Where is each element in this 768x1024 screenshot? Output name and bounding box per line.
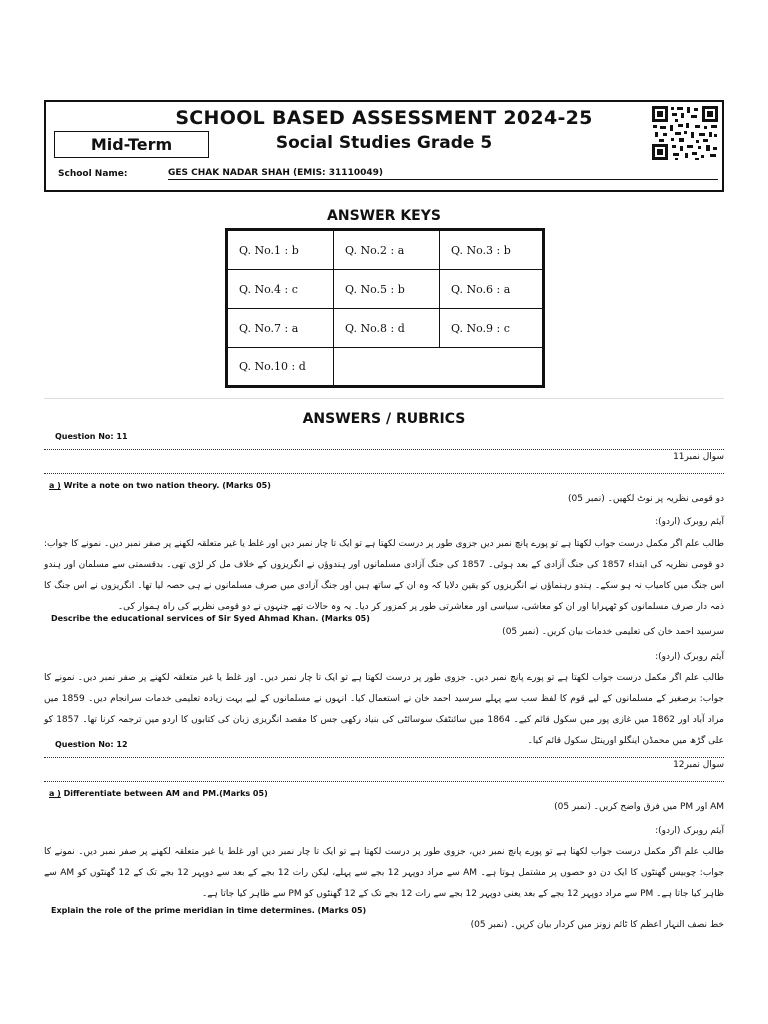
- question-11-urdu-heading: سوال نمبر11: [673, 452, 724, 462]
- school-name-value: GES CHAK NADAR SHAH (EMIS: 31110049): [168, 168, 718, 180]
- answer-key-cell: Q. No.1 : b: [227, 230, 334, 270]
- answer-keys-table: [225, 228, 545, 388]
- question-11-label: Question No: 11: [55, 432, 128, 441]
- question-12b-urdu: خط نصف النہار اعظم کا ٹائم زونز میں کردار بیان کریں۔ (نمبر 05): [470, 920, 724, 930]
- question-11a: [49, 481, 271, 490]
- answer-key-cell: Q. No.7 : a: [227, 308, 334, 348]
- question-12a-prefix: a ): [49, 789, 61, 798]
- question-12a-rubric: طالب علم اگر مکمل درست جواب لکھتا ہے تو پورے پانچ نمبر دیں، جزوی طور پر درست لکھتا ہے تو ایک تا چار نمبر دیں اور غلط یا غیر متعلقہ لکھنے پر صفر نمبر دیں۔ نمونے کا جواب: چوبیس گھنٹوں کا ایک دن دو حصوں پر مشتمل ہوتا ہے۔ AM سے مراد دوپہر 12 بجے سے پہلے، لیکن رات 12 بجے کے بعد سے دوپہر 12 بجے تک کے 12 گھنٹوں کو AM سے ظاہر کیا جاتا ہے۔ PM سے مراد دوپہر 12 بجے کے بعد یعنی دوپہر 12 بجے سے رات 12 بجے تک کے 12 گھنٹوں کو PM سے ظاہر کیا جاتا ہے۔: [44, 847, 725, 899]
- rubric-title: آیئم روبرک (اردو):: [655, 517, 724, 527]
- rubrics-heading: ANSWERS / RUBRICS: [302, 411, 466, 427]
- answer-key-cell: Q. No.5 : b: [333, 269, 440, 309]
- dotted-divider: [44, 757, 724, 758]
- question-11b-urdu: سرسید احمد خان کی تعلیمی خدمات بیان کریں۔ (نمبر 05): [502, 627, 724, 637]
- answer-key-cell: Q. No.8 : d: [333, 308, 440, 348]
- question-12a: [49, 789, 268, 798]
- question-11a-text: Write a note on two nation theory. (Marks 05): [63, 481, 271, 490]
- term-badge: Mid-Term: [54, 131, 209, 158]
- dotted-divider: [44, 473, 724, 474]
- subject-title: Social Studies Grade 5: [275, 133, 493, 153]
- dotted-divider: [44, 449, 724, 450]
- question-11a-rubric: طالب علم اگر مکمل درست جواب لکھتا ہے تو پورے پانچ نمبر دیں جزوی طور پر درست لکھتا ہے تو ایک تا چار نمبر دیں اور غلط یا غیر متعلقہ لکھنے پر صفر نمبر دیں۔ نمونے کا جواب: دو قومی نظریہ کی ابتداء 1857 کی جنگ آزادی کے بعد ہوئی۔ 1857 کی جنگ آزادی مسلمانوں اور ہندوؤں نے انگریزوں کے خلاف مل کر لڑی تھی۔ بدقسمتی سے مسلمان اور ہندو اس جنگ میں کامیاب نہ ہو سکے۔ ہندو رہنماؤں نے انگریزوں کو یقین دلایا کہ وہ ان کے ساتھ ہیں اور جنگ آزادی میں صرف مسلمانوں نے ہی حصہ لیا تھا۔ انگریزوں نے اس جنگ کا ذمہ دار صرف مسلمانوں کو ٹھہرایا اور ان کو معاشی، سیاسی اور معاشرتی طور پر کمزور کر دیا۔ یہ وہ حالات تھے جنہوں نے دو قومی نظریے کی راہ ہموار کی۔: [44, 539, 724, 612]
- answer-key-empty-cell: [333, 347, 543, 386]
- rubric-title: آیئم روبرک (اردو):: [655, 652, 724, 662]
- answer-keys-heading: ANSWER KEYS: [327, 208, 441, 224]
- answer-key-cell: Q. No.4 : c: [227, 269, 334, 309]
- answer-key-cell: Q. No.2 : a: [333, 230, 440, 270]
- question-11a-urdu: دو قومی نظریہ پر نوٹ لکھیں۔ (نمبر 05): [568, 494, 724, 504]
- question-12a-urdu: AM اور PM میں فرق واضح کریں۔ (نمبر 05): [554, 802, 724, 812]
- question-12-urdu-heading: سوال نمبر12: [673, 760, 724, 770]
- question-12a-text: Differentiate between AM and PM.(Marks 05): [63, 789, 268, 798]
- question-11a-prefix: a ): [49, 481, 61, 490]
- question-11b-text: Describe the educational services of Sir Syed Ahmad Khan. (Marks 05): [51, 614, 370, 623]
- answer-key-cell: Q. No.3 : b: [439, 230, 543, 270]
- answer-key-cell: Q. No.9 : c: [439, 308, 543, 348]
- qr-code-icon: [651, 105, 719, 161]
- assessment-header: [44, 100, 724, 192]
- question-12-label: Question No: 12: [55, 740, 128, 749]
- question-11b-rubric: طالب علم اگر مکمل درست جواب لکھتا ہے تو پورے پانچ نمبر دیں۔ جزوی طور پر درست لکھتا ہے تو ایک تا چار نمبر دیں۔ اور غلط یا غیر متعلقہ لکھنے پر صفر نمبر دیں۔ نمونے کا جواب: برصغیر کے مسلمانوں کے لیے قوم کا لفظ سب سے پہلے سرسید احمد خان نے استعمال کیا۔ انہوں نے مسلمانوں کے لیے بہت زیادہ تعلیمی خدمات سرانجام دیں۔ 1859 میں مراد آباد اور 1862 میں غازی پور میں سکول قائم کیے۔ 1864 میں سائنٹفک سوسائٹی کی بنیاد رکھی جس کا مقصد انگریزی زبان کی کتابوں کا اردو میں ترجمہ کرنا تھا۔ 1857 کو علی گڑھ میں محمڈن اینگلو اورینٹل سکول قائم کیا۔: [44, 673, 725, 746]
- rubric-title: آیئم روبرک (اردو):: [655, 826, 724, 836]
- school-name-label: School Name:: [58, 169, 128, 179]
- dotted-divider: [44, 781, 724, 782]
- assessment-title: SCHOOL BASED ASSESSMENT 2024-25: [175, 107, 593, 129]
- answer-key-cell: Q. No.6 : a: [439, 269, 543, 309]
- answer-key-cell: Q. No.10 : d: [227, 347, 334, 386]
- divider: [44, 398, 724, 399]
- question-12b-text: Explain the role of the prime meridian in time determines. (Marks 05): [51, 906, 367, 915]
